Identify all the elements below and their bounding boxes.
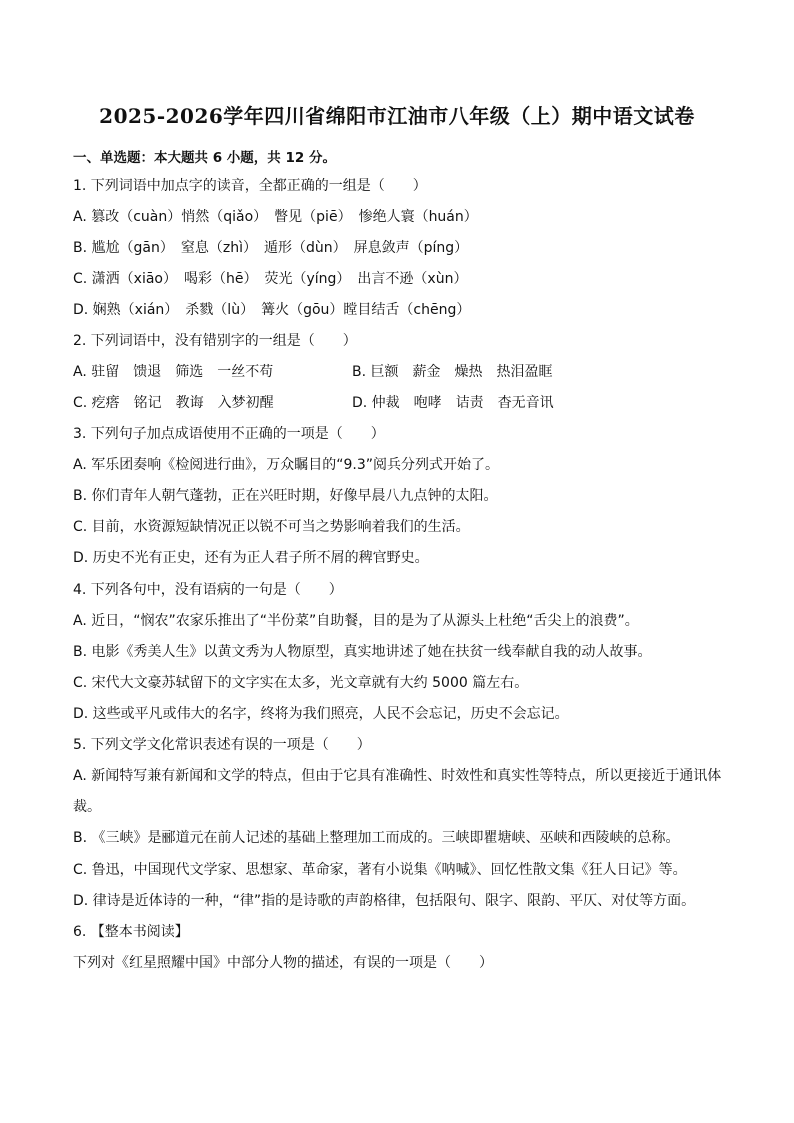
q2-option-a: A. 驻留 馈退 筛选 一丝不苟 <box>73 364 274 380</box>
q1-option-d: D. 娴熟（xián） 杀戮（lù） 篝火（gōu）瞠目结舌（chēng） <box>73 302 471 318</box>
q5-option-b: B. 《三峡》是郦道元在前人记述的基础上整理加工而成的。三峡即瞿塘峡、巫峡和西陵峡的总称。 <box>73 830 680 846</box>
q3-option-c: C. 目前，水资源短缺情况正以锐不可当之势影响着我们的生活。 <box>73 519 470 535</box>
q4-option-d: D. 这些或平凡或伟大的名字，终将为我们照亮，人民不会忘记，历史不会忘记。 <box>73 706 569 722</box>
section-heading: 一、单选题：本大题共 6 小题，共 12 分。 <box>73 150 336 166</box>
q2-option-d: D. 仲裁 咆哮 诘责 杳无音讯 <box>352 395 554 411</box>
exam-title: 2025-2026学年四川省绵阳市江油市八年级（上）期中语文试卷 <box>99 104 695 128</box>
q2-stem: 2. 下列词语中，没有错别字的一组是（ ） <box>73 333 357 349</box>
q3-option-b: B. 你们青年人朝气蓬勃，正在兴旺时期，好像早晨八九点钟的太阳。 <box>73 488 498 504</box>
q1-option-a: A. 篡改（cuàn）悄然（qiǎo） 瞥见（piē） 惨绝人寰（huán） <box>73 209 478 225</box>
q5-option-a-line1: A. 新闻特写兼有新闻和文学的特点，但由于它具有准确性、时效性和真实性等特点，所以更接近于通讯体 <box>73 768 722 784</box>
q3-stem: 3. 下列句子加点成语使用不正确的一项是（ ） <box>73 426 385 442</box>
q4-option-c: C. 宋代大文豪苏轼留下的文字实在太多，光文章就有大约 5000 篇左右。 <box>73 675 529 691</box>
q1-stem: 1. 下列词语中加点字的读音，全都正确的一组是（ ） <box>73 178 427 194</box>
q4-stem: 4. 下列各句中，没有语病的一句是（ ） <box>73 582 343 598</box>
q1-option-c: C. 潇洒（xiāo） 喝彩（hē） 荧光（yíng） 出言不逊（xùn） <box>73 271 468 287</box>
q6-stem: 6. 【整本书阅读】 <box>73 924 189 940</box>
q1-option-b: B. 尴尬（gān） 窒息（zhì） 遁形（dùn） 屏息敛声（píng） <box>73 240 469 256</box>
q5-option-a-line2: 裁。 <box>73 799 101 815</box>
q4-option-a: A. 近日，“悯农”农家乐推出了“半份菜”自助餐，目的是为了从源头上杜绝“舌尖上的浪费”。 <box>73 613 639 629</box>
q2-option-b: B. 巨额 薪金 燥热 热泪盈眶 <box>352 364 553 380</box>
q5-option-d: D. 律诗是近体诗的一种，“律”指的是诗歌的声韵格律，包括限句、限字、限韵、平仄、对仗等方面。 <box>73 893 696 909</box>
q4-option-b: B. 电影《秀美人生》以黄文秀为人物原型，真实地讲述了她在扶贫一线奉献自我的动人故事。 <box>73 644 652 660</box>
q3-option-d: D. 历史不光有正史，还有为正人君子所不屑的稗官野史。 <box>73 550 429 566</box>
q2-option-c: C. 疙瘩 铭记 教诲 入梦初醒 <box>73 395 274 411</box>
q5-stem: 5. 下列文学文化常识表述有误的一项是（ ） <box>73 737 371 753</box>
q5-option-c: C. 鲁迅，中国现代文学家、思想家、革命家，著有小说集《呐喊》、回忆性散文集《狂人日记》等。 <box>73 862 687 878</box>
q3-option-a: A. 军乐团奏响《检阅进行曲》，万众瞩目的“9.3”阅兵分列式开始了。 <box>73 457 500 473</box>
q6-subtext: 下列对《红星照耀中国》中部分人物的描述，有误的一项是（ ） <box>73 955 493 971</box>
